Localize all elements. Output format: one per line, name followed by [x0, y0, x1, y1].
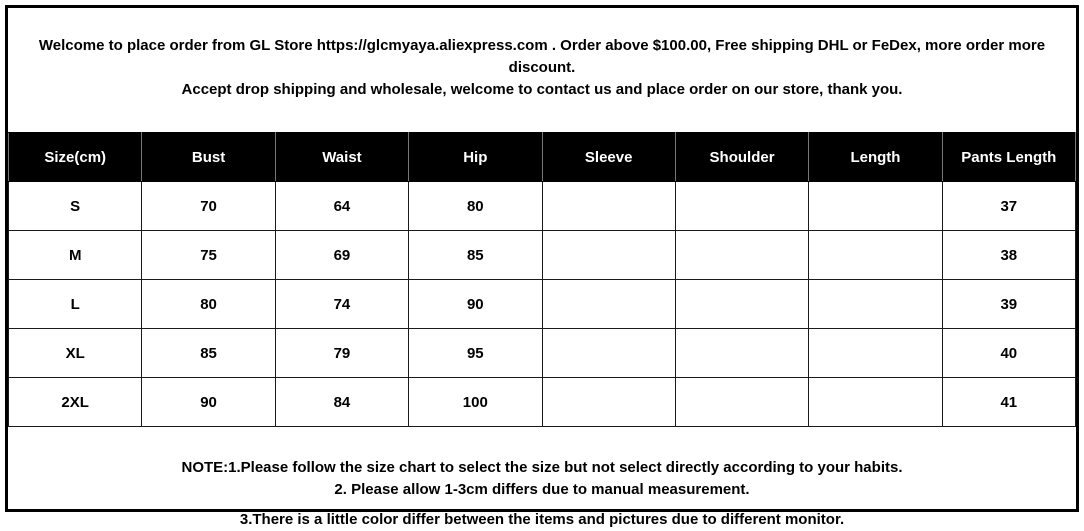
cell-hip: 80: [409, 182, 542, 231]
cell-bust: 85: [142, 329, 275, 378]
header-row: [9, 133, 1076, 182]
cell-pants-length: 37: [942, 182, 1075, 231]
column-header-shoulder: Shoulder: [675, 133, 808, 182]
column-header-bust: Bust: [142, 133, 275, 182]
cell-length: [809, 182, 942, 231]
cell-sleeve: [542, 329, 675, 378]
size-row-l: [9, 280, 1076, 329]
size-chart-header: [9, 133, 1076, 182]
cell-size-label: L: [9, 280, 142, 329]
cell-shoulder: [675, 231, 808, 280]
cell-waist: 74: [275, 280, 408, 329]
welcome-line-2: Accept drop shipping and wholesale, welcome to contact us and place order on our store, thank you.: [181, 81, 903, 98]
cell-waist: 69: [275, 231, 408, 280]
store-welcome-banner: [8, 8, 1076, 101]
cell-waist: 64: [275, 182, 408, 231]
cell-bust: 90: [142, 378, 275, 427]
note-line-3: 3.There is a little color differ between the items and pictures due to different monitor.: [239, 511, 845, 528]
cell-waist: 84: [275, 378, 408, 427]
cell-pants-length: 41: [942, 378, 1075, 427]
cell-shoulder: [675, 329, 808, 378]
cell-shoulder: [675, 378, 808, 427]
cell-pants-length: 40: [942, 329, 1075, 378]
size-row-xl: [9, 329, 1076, 378]
cell-sleeve: [542, 231, 675, 280]
column-header-hip: Hip: [409, 133, 542, 182]
welcome-line-1: Welcome to place order from GL Store https://glcmyaya.aliexpress.com . Order above $100.00, Free shipping DHL or FeDex, more order more discount.: [38, 37, 1046, 76]
cell-sleeve: [542, 182, 675, 231]
cell-bust: 80: [142, 280, 275, 329]
size-row-m: [9, 231, 1076, 280]
cell-hip: 85: [409, 231, 542, 280]
cell-length: [809, 231, 942, 280]
cell-sleeve: [542, 280, 675, 329]
cell-size-label: XL: [9, 329, 142, 378]
column-header-size-cm: Size(cm): [9, 133, 142, 182]
cell-pants-length: 39: [942, 280, 1075, 329]
cell-size-label: 2XL: [9, 378, 142, 427]
column-header-waist: Waist: [275, 133, 408, 182]
size-chart-notes: [8, 457, 1076, 531]
size-row-2xl: [9, 378, 1076, 427]
cell-bust: 75: [142, 231, 275, 280]
cell-waist: 79: [275, 329, 408, 378]
cell-hip: 90: [409, 280, 542, 329]
note-line-1: NOTE:1.Please follow the size chart to select the size but not select directly according to your habits.: [181, 459, 903, 476]
size-chart-body: [9, 182, 1076, 427]
size-row-s: [9, 182, 1076, 231]
cell-hip: 95: [409, 329, 542, 378]
cell-shoulder: [675, 280, 808, 329]
cell-length: [809, 280, 942, 329]
column-header-pants-length: Pants Length: [942, 133, 1075, 182]
cell-size-label: M: [9, 231, 142, 280]
cell-length: [809, 378, 942, 427]
cell-size-label: S: [9, 182, 142, 231]
note-line-2: 2. Please allow 1-3cm differs due to manual measurement.: [334, 481, 750, 498]
cell-bust: 70: [142, 182, 275, 231]
page-border-frame: [5, 5, 1079, 528]
cell-pants-length: 38: [942, 231, 1075, 280]
cell-length: [809, 329, 942, 378]
cell-shoulder: [675, 182, 808, 231]
size-chart-table: [8, 132, 1076, 427]
column-header-sleeve: Sleeve: [542, 133, 675, 182]
cell-hip: 100: [409, 378, 542, 427]
column-header-length: Length: [809, 133, 942, 182]
cell-sleeve: [542, 378, 675, 427]
